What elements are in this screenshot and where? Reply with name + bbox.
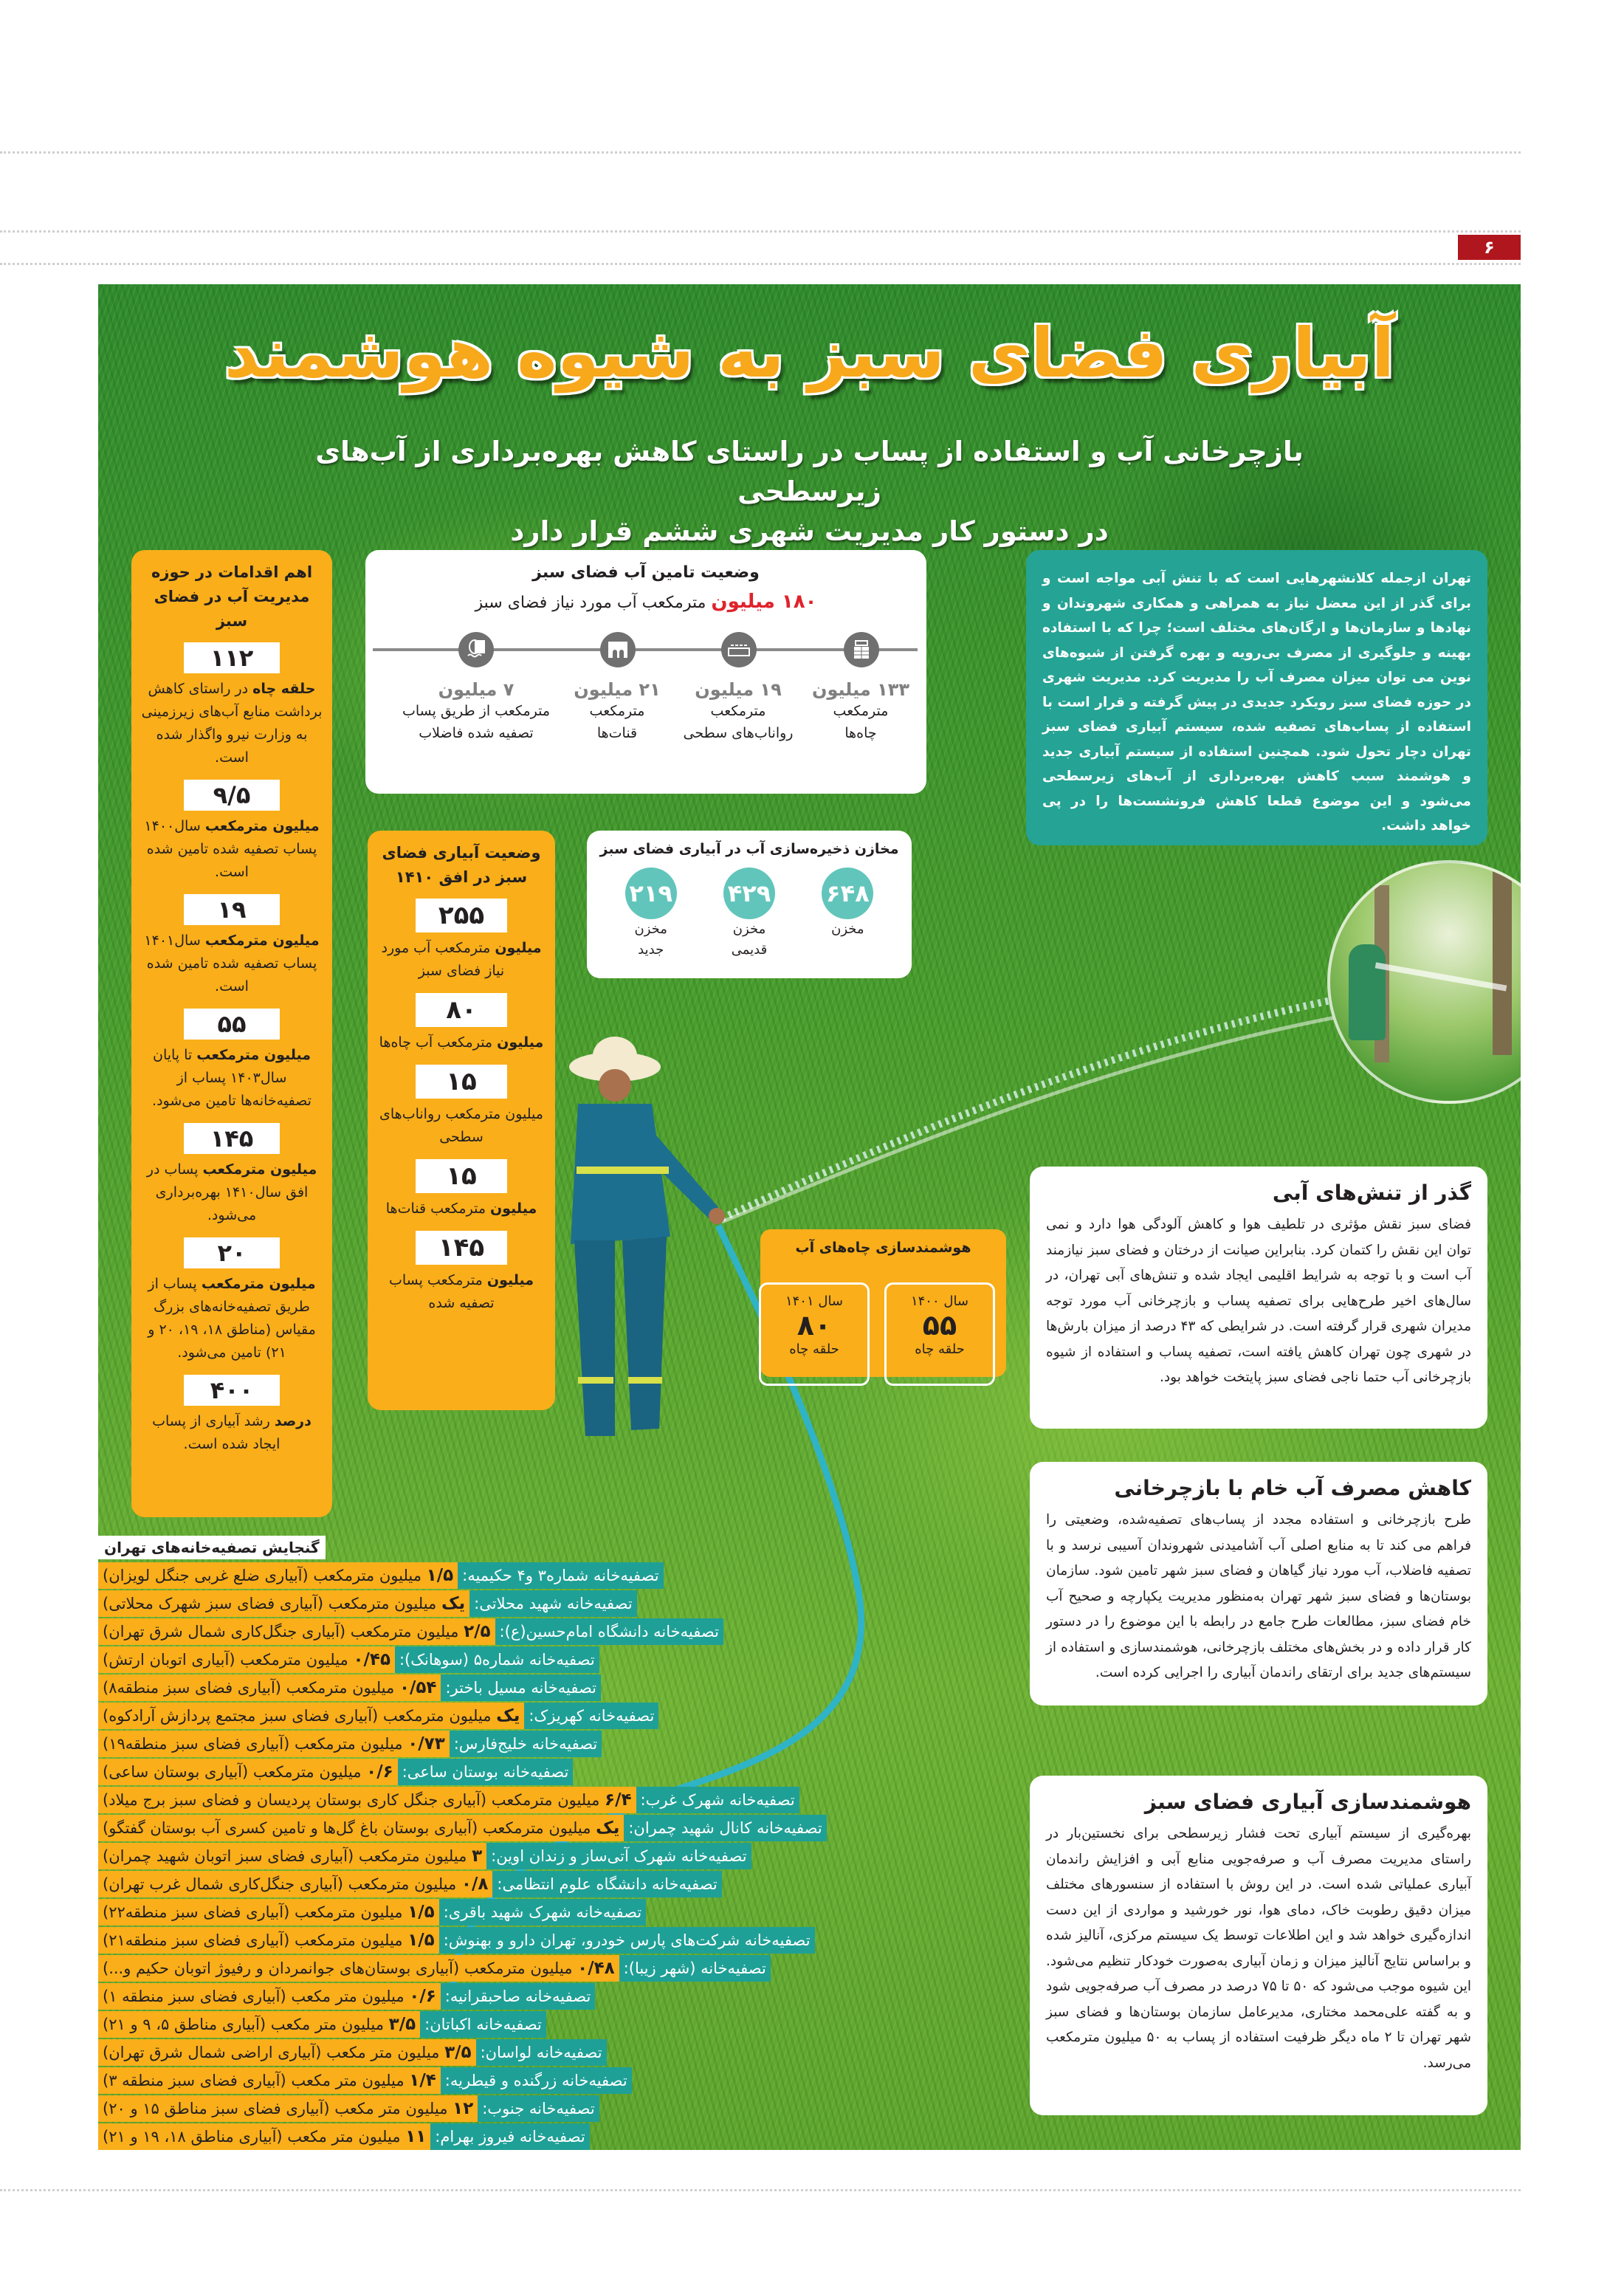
plant-capacity: [98, 1731, 450, 1757]
supply-total: [365, 591, 926, 613]
article-reduce-raw-water: [1030, 1462, 1487, 1706]
wells-unit: حلقه چاه: [915, 1342, 965, 1357]
stat-number: ۱۹: [184, 894, 280, 925]
plant-row: [98, 1983, 1058, 2011]
smart-wells-box: [760, 1229, 1006, 1377]
plant-name: تصفیه‌خانه شهید محلاتی:: [469, 1590, 637, 1617]
plant-capacity: [98, 1955, 619, 1982]
storage-items: [587, 868, 912, 961]
plant-capacity: [98, 1787, 636, 1813]
supply-title: وضعیت تامین آب فضای سبز: [532, 563, 760, 582]
plant-capacity: [98, 1899, 439, 1926]
stat-description: [140, 1158, 323, 1227]
storage-label: مخزن: [634, 921, 667, 937]
capacity-text: میلیون مترمکعب (آبیاری جنگل‌کاری شمال شرق تهران): [103, 1623, 464, 1641]
storage-item: [822, 868, 873, 961]
storage-count: ۴۲۹: [723, 868, 775, 919]
plant-row: [98, 1815, 1058, 1843]
plant-name: تصفیه‌خانه کانال شهید چمران:: [624, 1815, 826, 1841]
plant-name: تصفیه‌خانه دانشگاه علوم انتظامی:: [492, 1871, 721, 1897]
stat-number: ۲۵۵: [416, 899, 507, 932]
actions-title: اهم اقدامات در حوزه مدیریت آب در فضای سبز: [151, 563, 313, 630]
article-title: کاهش مصرف آب خام با بازچرخانی: [1114, 1476, 1471, 1500]
plant-row: [98, 1759, 1058, 1787]
capacity-number: یک: [596, 1818, 620, 1838]
plant-name: تصفیه‌خانه شهرک آتی‌ساز و زندان اوین:: [486, 1843, 751, 1869]
supply-value: ۷ میلیون: [438, 679, 515, 700]
stat-text: در راستای کاهش برداشت منابع آب‌های زیرزمینی به وزارت نیرو واگذار شده است.: [141, 681, 323, 766]
storage-item: [625, 868, 677, 961]
subtitle-line: در دستور کار مدیریت شهری ششم قرار دارد: [510, 515, 1109, 547]
capacity-number: یک: [496, 1706, 520, 1725]
article-body: طرح بازچرخانی و استفاده مجدد از پساب‌های تصفیه‌شده، وضعیتی را فراهم می کند تا به منابع اصلی آب آشامیدنی شهروندان آسیبی نرسد و با تصفیه فاضلاب، آب مورد نیاز گیاهان و فضای سبز شهر تامین شود. سازمان بوستان‌ها و فضای سبز شهر تهران به‌منظور مدیریت یکپارچه و صحیح آب خام فضای سبز، مطالعات طرح جامع در رابطه با این موضوع را در دستور کار قرار داده و در بخش‌های مختلف بازچرخانی، هوشمندسازی و استفاده از سیستم‌های جدید برای ارتقای راندمان آبیاری را اجرایی کرده است.: [1046, 1512, 1471, 1680]
plant-row: [98, 1899, 1058, 1927]
horizon-column: [368, 831, 555, 1410]
plant-name: تصفیه‌خانه صاحبقرانیه:: [441, 1983, 596, 2010]
plant-capacity: [98, 1618, 495, 1645]
capacity-number: ۰/۵۴: [399, 1678, 437, 1697]
horizon-title: وضعیت آبیاری فضای سبز در افق ۱۴۱۰: [382, 844, 541, 886]
stat-text: پساب در افق سال۱۴۱۰ بهره‌برداری می‌شود.: [146, 1161, 309, 1223]
stat-description: [140, 930, 323, 998]
capacity-number: ۰/۶: [366, 1762, 393, 1782]
plant-row: [98, 2067, 1058, 2095]
storage-label: مخزن: [831, 921, 864, 937]
capacity-number: ۰/۴۵: [353, 1650, 390, 1669]
plant-capacity: [98, 2067, 441, 2094]
storage-count: ۲۱۹: [625, 868, 677, 919]
plant-row: [98, 2123, 1058, 2150]
stat-emphasis: میلیون: [497, 1034, 544, 1051]
stat-text: مترمکعب قنات‌ها: [385, 1200, 491, 1217]
plant-rows: [98, 1562, 1058, 2150]
capacity-number: ۶/۴: [605, 1790, 632, 1810]
article-body: بهره‌گیری از سیستم آبیاری تحت فشار زیرسطحی برای نخستین‌بار در راستای مدیریت مصرف آب و صرفه‌جویی منابع آبی و افزایش راندمان آبیاری عملیاتی شده است. در این روش با استفاده از سنسورهای مختلف میزان دقیق رطوبت خاک، دمای هوا، نور خورشید و مواردی از این دست اندازه‌گیری خواهد شد و این اطلاعات توسط یک سیستم مرکزی، آنالیز شده و براساس نتایج آنالیز میزان و زمان آبیاری به‌صورت خودکار تنظیم می‌شود. این شیوه موجب می‌شود که ۵۰ تا ۷۵ درصد در مصرف آب صرفه‌جویی شود و به گفته علی‌محمد مختاری، مدیرعامل سازمان بوستان‌ها و فضای سبز شهر تهران تا ۲ ماه دیگر ظرفیت استفاده از پساب به ۵۰ میلیون مترمکعب می‌رسد.: [1046, 1826, 1471, 2071]
capacity-text: میلیون متر مکعب (آبیاری فضای سبز منطقه ۱): [103, 1988, 410, 2005]
plant-capacity: [98, 1562, 458, 1589]
stat-emphasis: میلیون مترمکعب: [204, 932, 320, 949]
actions-column: [131, 550, 332, 1517]
plant-name: تصفیه‌خانه مسیل باختر:: [441, 1674, 601, 1701]
stat-text: پساب از طریق تصفیه‌خانه‌های بزرگ مقیاس (مناطق ۱۸، ۱۹، ۲۰ و ۲۱) تامین می‌شود.: [148, 1276, 316, 1361]
stat-text: رشد آبیاری از پساب ایجاد شده است.: [152, 1413, 281, 1452]
supply-value: ۲۱ میلیون: [574, 679, 661, 700]
stat-description: [140, 678, 323, 769]
plant-capacity: [98, 1843, 486, 1869]
capacity-number: ۲/۵: [464, 1622, 491, 1641]
plant-capacity: [98, 1927, 439, 1954]
plant-name: تصفیه‌خانه (شهر زیبا):: [619, 1955, 771, 1982]
wells-unit: حلقه چاه: [789, 1342, 839, 1357]
plants-title: گنجایش تصفیه‌خانه‌های تهران: [98, 1536, 326, 1559]
supply-source: رواناب‌های سطحی: [683, 725, 794, 741]
plant-capacity: [98, 1703, 524, 1729]
wells-count: ۵۵: [922, 1309, 957, 1342]
plant-name: تصفیه‌خانه شماره۳ و۴ حکیمیه:: [458, 1562, 664, 1589]
stat-description: [376, 1103, 546, 1149]
capacity-text: میلیون مترمکعب (آبیاری فضای سبز منطقه۱۹): [103, 1735, 408, 1753]
capacity-number: ۳/۵: [388, 2015, 416, 2034]
capacity-number: ۱/۵: [426, 1566, 454, 1585]
stat-emphasis: حلقه چاه: [252, 681, 316, 697]
gardener-figure: [569, 1037, 725, 1436]
stat-number: ۱۴۵: [184, 1123, 280, 1154]
wells-title: هوشمندسازی چاه‌های آب: [795, 1240, 971, 1256]
divider: [0, 151, 1521, 154]
article-title: هوشمندسازی آبیاری فضای سبز: [1144, 1790, 1471, 1814]
stat-description: [140, 1273, 323, 1364]
plant-name: تصفیه‌خانه خلیج‌فارس:: [450, 1731, 602, 1757]
divider: [0, 2189, 1521, 2191]
plant-row: [98, 2039, 1058, 2067]
plant-capacity: [98, 1674, 441, 1701]
storage-title: مخازن ذخیره‌سازی آب در آبیاری فضای سبز: [599, 841, 899, 857]
stat-text: مترمکعب آب چاه‌ها: [379, 1034, 498, 1051]
plant-row: [98, 1674, 1058, 1703]
storage-label: جدید: [638, 942, 664, 958]
treatment-plants-list: [98, 1536, 1058, 2150]
stat-description: [140, 1410, 323, 1456]
capacity-number: ۰/۴۸: [577, 1959, 615, 1978]
plant-capacity: [98, 2095, 478, 2122]
stat-number: ۲۰: [184, 1237, 280, 1268]
supply-item-qanats: [547, 679, 687, 744]
capacity-number: ۳/۵: [444, 2043, 472, 2062]
stat-emphasis: میلیون مترمکعب: [204, 818, 320, 834]
article-body: فضای سبز نقش مؤثری در تلطیف هوا و کاهش آلودگی هوا دارد و نمی توان این نقش را کتمان کرد. بنابراین صیانت از درختان و فضای سبز نیازمند آب است و با توجه به شرایط اقلیمی ایجاد شده و تنش‌های آبی تهران، در سال‌های اخیر طرح‌هایی برای تصفیه پساب و بازچرخانی آب مورد توجه مدیران شهری قرار گرفته است. در شرایطی که ۴۳ درصد از میزان بارش‌ها در شهری چون تهران کاهش یافته است، تصفیه پساب و استفاده از شیوه بازچرخانی آب حتما ناجی فضای سبز پایتخت خواهد بود.: [1046, 1217, 1471, 1385]
wastewater-pipe-icon: [458, 632, 494, 667]
capacity-number: ۱/۵: [407, 1903, 435, 1922]
stat-number: ۸۰: [416, 993, 507, 1027]
stat-text: میلیون مترمکعب رواناب‌های سطحی: [379, 1106, 543, 1145]
surface-water-icon: [721, 632, 757, 667]
plant-name: تصفیه‌خانه دانشگاه امام‌حسین(ع):: [495, 1618, 723, 1645]
supply-source: قنات‌ها: [596, 725, 638, 741]
stat-number: ۱۱۲: [184, 642, 280, 673]
supply-unit: مترمکعب از طریق پساب: [402, 703, 551, 719]
supply-value: ۱۳۳ میلیون: [811, 679, 910, 700]
plant-capacity: [98, 1590, 469, 1617]
capacity-text: میلیون مترمکعب (آبیاری جنگل کاری بوستان پردیسان و فضای سبز برج میلاد): [103, 1791, 605, 1809]
storage-label: قدیمی: [731, 942, 768, 958]
capacity-number: ۳: [472, 1847, 483, 1866]
plant-row: [98, 1871, 1058, 1899]
qanat-icon: [600, 632, 636, 667]
stat-description: [376, 937, 546, 983]
article-smart-irrigation: [1030, 1776, 1487, 2115]
capacity-number: ۱/۵: [407, 1931, 435, 1950]
plant-name: تصفیه‌خانه شهرک غرب:: [636, 1787, 799, 1813]
plant-name: تصفیه‌خانه بوستان ساعی:: [398, 1759, 574, 1785]
stat-number: ۴۰۰: [184, 1375, 280, 1406]
wells-year: سال ۱۴۰۰: [910, 1294, 969, 1309]
plant-row: [98, 1646, 1058, 1674]
supply-source: تصفیه شده فاضلاب: [419, 725, 534, 741]
water-supply-box: [365, 550, 926, 794]
plant-row: [98, 2011, 1058, 2039]
water-spray: [1375, 962, 1507, 991]
supply-item-surface: [668, 679, 808, 744]
plant-name: تصفیه‌خانه شرکت‌های پارس خودرو، تهران دارو و بهنوش:: [439, 1927, 815, 1954]
stat-number: ۹/۵: [184, 780, 280, 811]
infographic-panel: [98, 284, 1521, 2150]
capacity-number: ۰/۷۳: [407, 1734, 445, 1753]
capacity-number: ۰/۶: [409, 1987, 436, 2006]
plant-row: [98, 1562, 1058, 1590]
plant-name: تصفیه‌خانه فیروز بهرام:: [430, 2123, 589, 2150]
supply-total-number: ۱۸۰ میلیون: [711, 591, 817, 613]
stat-emphasis: میلیون: [495, 940, 542, 956]
capacity-number: ۰/۸: [461, 1875, 489, 1894]
capacity-number: ۱/۴: [409, 2071, 436, 2090]
storage-count: ۶۴۸: [822, 868, 873, 919]
stat-description: [376, 1269, 546, 1315]
wells-year: سال ۱۴۰۱: [785, 1294, 844, 1309]
stat-text: سال۱۴۰۰ پساب تصفیه شده تامین شده است.: [144, 818, 317, 880]
plant-name: تصفیه‌خانه شماره۵ (سوهانک):: [395, 1646, 599, 1673]
well-icon: [844, 632, 879, 667]
capacity-text: میلیون متر مکعب (آبیاری فضای سبز مناطق ۱۵ و ۲۰): [103, 2100, 453, 2117]
capacity-text: میلیون متر مکعب (آبیاری فضای سبز منطقه ۳): [103, 2072, 410, 2089]
stat-description: [140, 1044, 323, 1113]
supply-item-wells: [791, 679, 931, 744]
stat-text: مترمکعب پساب تصفیه شده: [388, 1272, 495, 1311]
capacity-text: میلیون مترمکعب (آبیاری بوستان باغ گل‌ها و تامین کسری آب بوستان گفتگو): [103, 1819, 596, 1837]
worker-figure: [1349, 944, 1386, 1040]
stat-number: ۱۵: [416, 1159, 507, 1193]
supply-unit: مترمکعب: [833, 703, 889, 719]
capacity-text: میلیون مترمکعب (آبیاری بوستان ساعی): [103, 1763, 367, 1781]
stat-emphasis: میلیون مترمکعب: [201, 1276, 316, 1292]
plant-capacity: [98, 2011, 420, 2038]
supply-unit: مترمکعب: [589, 703, 645, 719]
capacity-text: میلیون مترمکعب (آبیاری فضای سبز مجتمع پردازش آرادکوه): [103, 1707, 497, 1725]
storage-item: [723, 868, 775, 961]
stat-number: ۵۵: [184, 1009, 280, 1040]
subtitle-line: بازچرخانی آب و استفاده از پساب در راستای کاهش بهره‌برداری از آب‌های زیرسطحی: [315, 436, 1304, 507]
plant-name: تصفیه‌خانه کهریزک:: [524, 1703, 658, 1729]
plant-name: تصفیه‌خانه اکباتان:: [420, 2011, 546, 2038]
stat-text: سال۱۴۰۱ پساب تصفیه شده تامین شده است.: [144, 932, 317, 995]
plant-row: [98, 1955, 1058, 1983]
capacity-text: میلیون متر مکعب (آبیاری مناطق ۱۸، ۱۹ و ۲۱): [103, 2128, 406, 2146]
plant-capacity: [98, 1815, 624, 1841]
divider: [0, 230, 1521, 233]
capacity-text: میلیون متر مکعب (آبیاری مناطق ۵، ۹ و ۲۱): [103, 2016, 389, 2033]
capacity-number: ۱۱: [405, 2127, 427, 2146]
capacity-number: یک: [441, 1594, 466, 1613]
page-title: آبیاری فضای سبز به شیوه هوشمند: [224, 314, 1395, 393]
plant-row: [98, 1731, 1058, 1759]
supply-value: ۱۹ میلیون: [695, 679, 782, 700]
plant-row: [98, 1927, 1058, 1955]
stat-number: ۱۴۵: [416, 1231, 507, 1265]
article-title: گذر از تنش‌های آبی: [1272, 1181, 1471, 1205]
capacity-text: میلیون مترمکعب (آبیاری فضای سبز شهرک محلاتی): [103, 1595, 441, 1612]
capacity-text: میلیون مترمکعب (آبیاری فضای سبز اتوبان شهید چمران): [103, 1847, 472, 1865]
plant-capacity: [98, 1759, 398, 1785]
storage-box: [587, 831, 912, 978]
plant-name: تصفیه‌خانه لواسان:: [476, 2039, 607, 2066]
capacity-text: میلیون مترمکعب (آبیاری بوستان‌های جوانمردان و رفیوژ اتوبان حکیم و...): [103, 1959, 578, 1977]
plant-capacity: [98, 2123, 430, 2150]
plant-row: [98, 1590, 1058, 1618]
plant-capacity: [98, 2039, 476, 2066]
plant-row: [98, 2095, 1058, 2123]
plant-capacity: [98, 1646, 395, 1673]
stat-emphasis: میلیون مترمکعب: [202, 1161, 317, 1178]
capacity-text: میلیون مترمکعب (آبیاری فضای سبز منطقه۲۱): [103, 1931, 408, 1949]
capacity-text: میلیون مترمکعب (آبیاری ضلع غربی جنگل لویزان): [103, 1567, 427, 1584]
plant-capacity: [98, 1983, 441, 2010]
capacity-text: میلیون مترمکعب (آبیاری فضای سبز منطقه۲۲): [103, 1903, 408, 1921]
stat-emphasis: میلیون مترمکعب: [196, 1047, 312, 1063]
stat-emphasis: میلیون: [486, 1272, 534, 1288]
plant-name: تصفیه‌خانه شهرک شهید باقری:: [439, 1899, 646, 1926]
plant-row: [98, 1703, 1058, 1731]
plant-row: [98, 1787, 1058, 1815]
page-number: ۶: [1458, 235, 1521, 260]
stat-emphasis: میلیون: [490, 1200, 537, 1217]
plant-row: [98, 1618, 1058, 1646]
supply-item-wastewater: [388, 679, 565, 744]
capacity-text: میلیون مترمکعب (آبیاری جنگل‌کاری شمال غرب تهران): [103, 1875, 461, 1893]
stat-text: تا پایان سال۱۴۰۳ پساب از تصفیه‌خانه‌ها تامین می‌شود.: [152, 1047, 312, 1109]
supply-total-text: مترمکعب آب مورد نیاز فضای سبز: [475, 594, 706, 612]
horizon-list: [376, 899, 546, 1315]
wells-item-1400: [884, 1282, 995, 1386]
actions-list: [140, 642, 323, 1456]
intro-text: تهران ازجمله کلانشهرهایی است که با تنش آبی مواجه است و برای گذر از این معضل نیاز به همراهی و همکاری شهروندان و نهادها و سازمان‌ها و ارگان‌های مختلف است؛ چرا که با استفاده بهینه و جلوگیری از مصرف بی‌رویه و بهره گرفتن از شیوه‌های نوین می توان میزان مصرف آب را مدیریت کرد. مدیریت شهری در حوزه فضای سبز رویکرد جدیدی در پیش گرفته و قرار است با استفاده از پساب‌های تصفیه شده، سیستم آبیاری فضای سبز تهران دچار تحول شود. همچنین استفاده از سیستم آبیاری جدید و هوشمند سبب کاهش بهره‌برداری از آب‌های زیرسطحی می‌شود و این موضوع قطعا کاهش فرونشست‌ها را در پی خواهد داشت.: [1026, 550, 1487, 845]
capacity-text: میلیون مترمکعب (آبیاری اتوبان ارتش): [103, 1651, 354, 1669]
tree-trunk: [1493, 870, 1512, 1055]
plant-row: [98, 1843, 1058, 1871]
capacity-text: میلیون مترمکعب (آبیاری فضای سبز منطقه۸): [103, 1679, 399, 1697]
stat-text: مترمکعب آب مورد نیاز فضای سبز: [381, 940, 505, 979]
supply-unit: مترمکعب: [710, 703, 766, 719]
capacity-number: ۱۲: [453, 2099, 474, 2118]
stat-description: [376, 1031, 546, 1054]
timeline-line: [373, 648, 918, 651]
wells-item-1401: [759, 1282, 870, 1386]
stat-number: ۱۵: [416, 1065, 507, 1099]
wells-count: ۸۰: [796, 1309, 832, 1342]
capacity-text: میلیون متر مکعب (آبیاری اراضی شمال شرق تهران): [103, 2044, 445, 2061]
article-water-stress: [1030, 1167, 1487, 1429]
plant-capacity: [98, 1871, 492, 1897]
supply-source: چاه‌ها: [844, 725, 877, 741]
divider: [0, 263, 1521, 265]
storage-label: مخزن: [732, 921, 766, 937]
plant-name: تصفیه‌خانه زرگنده و قیطریه:: [441, 2067, 632, 2094]
stat-emphasis: درصد: [274, 1413, 312, 1429]
stat-description: [140, 815, 323, 884]
stat-description: [376, 1198, 546, 1220]
plant-name: تصفیه‌خانه جنوب:: [478, 2095, 599, 2122]
